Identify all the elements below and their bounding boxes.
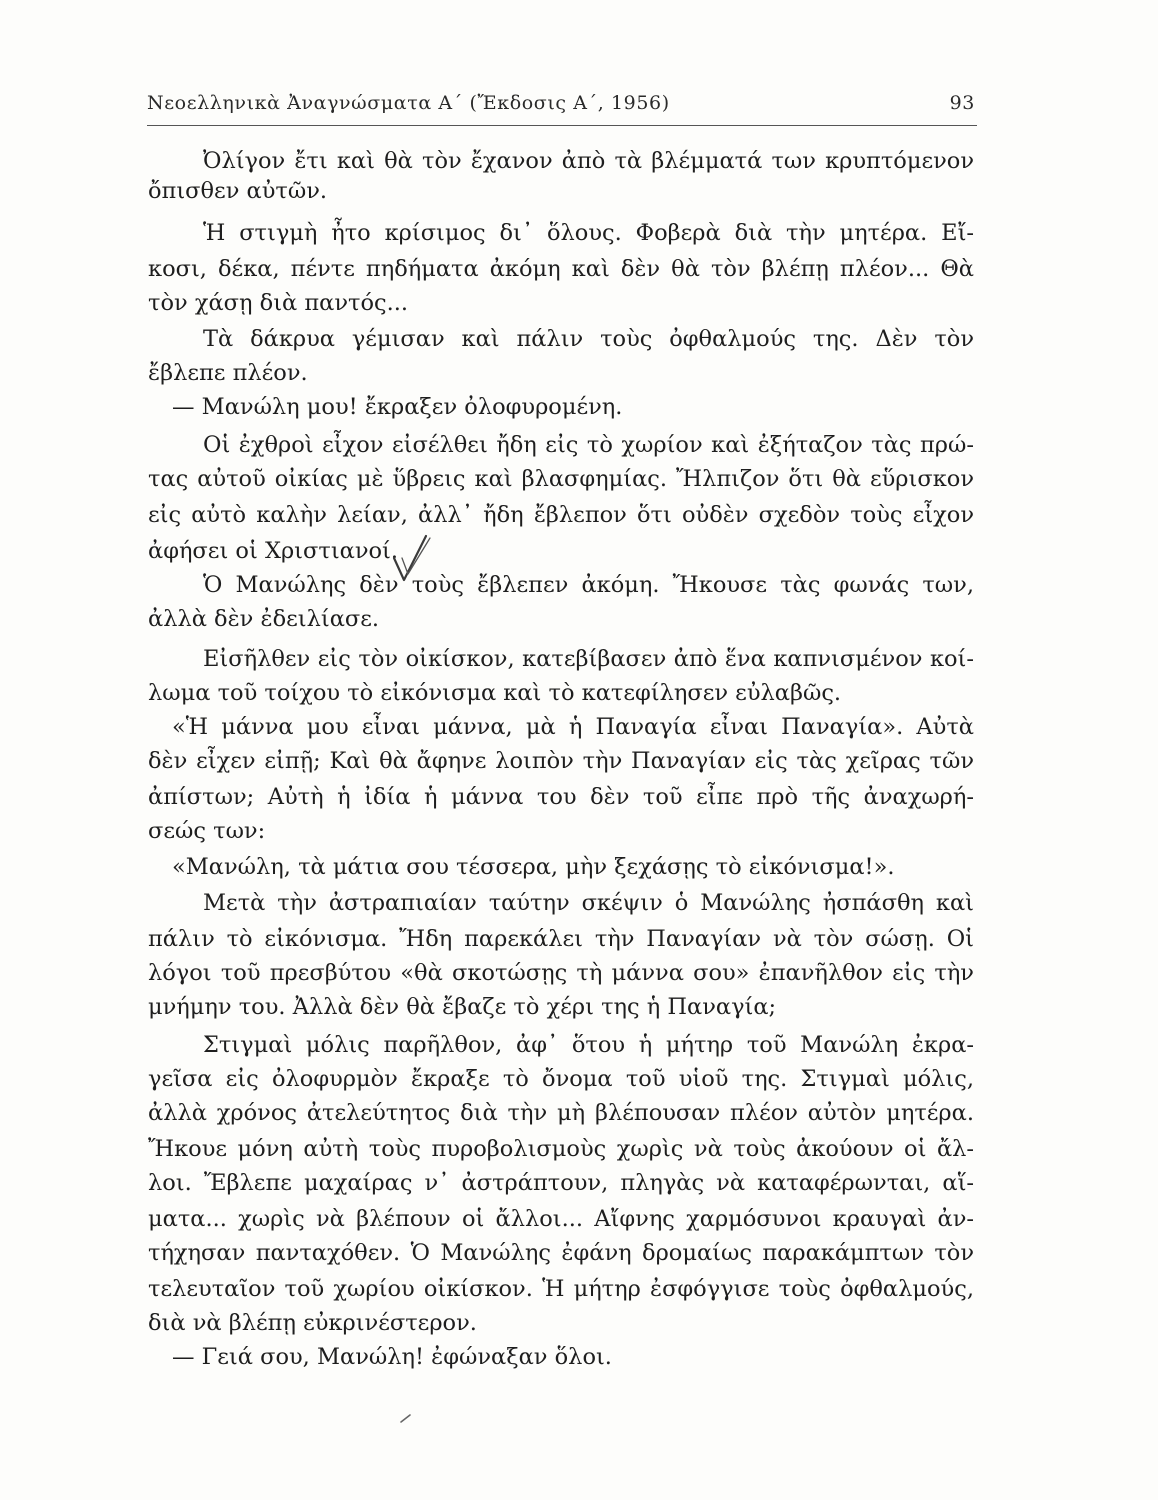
text-line: — Μανώλη μου! ἔκραξεν ὀλοφυρομένη. (172, 394, 623, 420)
text-line: ἔβλεπε πλέον. (148, 360, 308, 386)
text-line: ἀφήσει οἱ Χριστιανοί. (148, 538, 399, 564)
text-line: κοσι, δέκα, πέντε πηδήματα ἀκόμη καὶ δὲν θὰ τὸν βλέπῃ πλέον... Θὰ (148, 256, 974, 282)
text-line: σεώς των: (148, 818, 266, 844)
text-line: Ἡ στιγμὴ ἦτο κρίσιμος δι᾽ ὅλους. Φοβερὰ διὰ τὴν μητέρα. Εἴ- (203, 220, 974, 246)
ink-speck-icon (398, 1410, 418, 1424)
text-line: λόγοι τοῦ πρεσβύτου «θὰ σκοτώσῃς τὴ μάννα σου» ἐπανῆλθον εἰς τὴν (148, 960, 974, 986)
text-line: Εἰσῆλθεν εἰς τὸν οἰκίσκον, κατεβίβασεν ἀπὸ ἕνα καπνισμένον κοί- (203, 646, 974, 672)
text-line: Μετὰ τὴν ἀστραπιαίαν ταύτην σκέψιν ὁ Μανώλης ἠσπάσθη καὶ (203, 890, 974, 916)
text-line: τὸν χάσῃ διὰ παντός... (148, 290, 409, 316)
text-line: λωμα τοῦ τοίχου τὸ εἰκόνισμα καὶ τὸ κατεφίλησεν εὐλαβῶς. (148, 680, 842, 706)
text-line: «Ἡ μάννα μου εἶναι μάννα, μὰ ἡ Παναγία εἶναι Παναγία». Αὐτὰ (172, 714, 974, 740)
running-head (147, 92, 975, 122)
text-line: Ἤκουε μόνη αὐτὴ τοὺς πυροβολισμοὺς χωρὶς νὰ τοὺς ἀκούουν οἱ ἄλ- (148, 1136, 974, 1162)
text-line: λοι. Ἔβλεπε μαχαίρας ν᾽ ἀστράπτουν, πληγὰς νὰ καταφέρωνται, αἵ- (148, 1170, 974, 1196)
text-line: Τὰ δάκρυα γέμισαν καὶ πάλιν τοὺς ὀφθαλμούς της. Δὲν τὸν (203, 326, 974, 352)
text-line: Στιγμαὶ μόλις παρῆλθον, ἀφ᾽ ὅτου ἡ μήτηρ τοῦ Μανώλη ἐκρα- (203, 1032, 974, 1058)
text-line: εἰς αὐτὸ καλὴν λείαν, ἀλλ᾽ ἤδη ἔβλεπον ὅτι οὐδὲν σχεδὸν τοὺς εἶχον (148, 502, 974, 528)
text-line: Ὁ Μανώλης δὲν τοὺς ἔβλεπεν ἀκόμη. Ἤκουσε τὰς φωνάς των, (203, 572, 974, 598)
text-line: τήχησαν πανταχόθεν. Ὁ Μανώλης ἐφάνη δρομαίως παρακάμπτων τὸν (148, 1240, 974, 1266)
text-line: ματα... χωρὶς νὰ βλέπουν οἱ ἄλλοι... Αἴφνης χαρμόσυνοι κραυγαὶ ἀν- (148, 1206, 974, 1232)
text-line: μνήμην του. Ἀλλὰ δὲν θὰ ἔβαζε τὸ χέρι της ἡ Παναγία; (148, 994, 777, 1020)
text-line: γεῖσα εἰς ὀλοφυρμὸν ἔκραξε τὸ ὄνομα τοῦ υἱοῦ της. Στιγμαὶ μόλις, (148, 1066, 974, 1092)
text-line: — Γειά σου, Μανώλη! ἐφώναξαν ὅλοι. (172, 1344, 612, 1370)
page-number: 93 (949, 92, 975, 114)
text-line: πάλιν τὸ εἰκόνισμα. Ἤδη παρεκάλει τὴν Παναγίαν νὰ τὸν σώσῃ. Οἱ (148, 926, 974, 952)
text-line: τελευταῖον τοῦ χωρίου οἰκίσκον. Ἡ μήτηρ ἐσφόγγισε τοὺς ὀφθαλμούς, (148, 1276, 974, 1302)
text-line: «Μανώλη, τὰ μάτια σου τέσσερα, μὴν ξεχάσῃς τὸ εἰκόνισμα!». (172, 854, 895, 880)
header-rule (147, 125, 977, 126)
text-line: ἀπίστων; Αὐτὴ ἡ ἰδία ἡ μάννα του δὲν τοῦ εἶπε πρὸ τῆς ἀναχωρή- (148, 784, 974, 810)
text-line: Ὀλίγον ἔτι καὶ θὰ τὸν ἔχανον ἀπὸ τὰ βλέμματά των κρυπτόμενον (203, 148, 974, 174)
text-line: Οἱ ἐχθροὶ εἶχον εἰσέλθει ἤδη εἰς τὸ χωρίον καὶ ἐξήταζον τὰς πρώ- (203, 432, 974, 458)
pen-mark-icon (380, 528, 440, 588)
running-head-title: Νεοελληνικὰ Ἀναγνώσματα Α΄ (Ἔκδοσις Α΄, 1956) (147, 92, 670, 114)
text-line: δὲν εἶχεν εἰπῇ; Καὶ θὰ ἄφηνε λοιπὸν τὴν Παναγίαν εἰς τὰς χεῖρας τῶν (148, 748, 974, 774)
text-line: ὄπισθεν αὐτῶν. (148, 178, 328, 204)
text-line: ἀλλὰ δὲν ἐδειλίασε. (148, 606, 380, 632)
text-line: τας αὐτοῦ οἰκίας μὲ ὕβρεις καὶ βλασφημίας. Ἤλπιζον ὅτι θὰ εὕρισκον (148, 466, 974, 492)
text-line: διὰ νὰ βλέπῃ εὐκρινέστερον. (148, 1310, 477, 1336)
text-line: ἀλλὰ χρόνος ἀτελεύτητος διὰ τὴν μὴ βλέπουσαν πλέον αὐτὸν μητέρα. (148, 1100, 974, 1126)
